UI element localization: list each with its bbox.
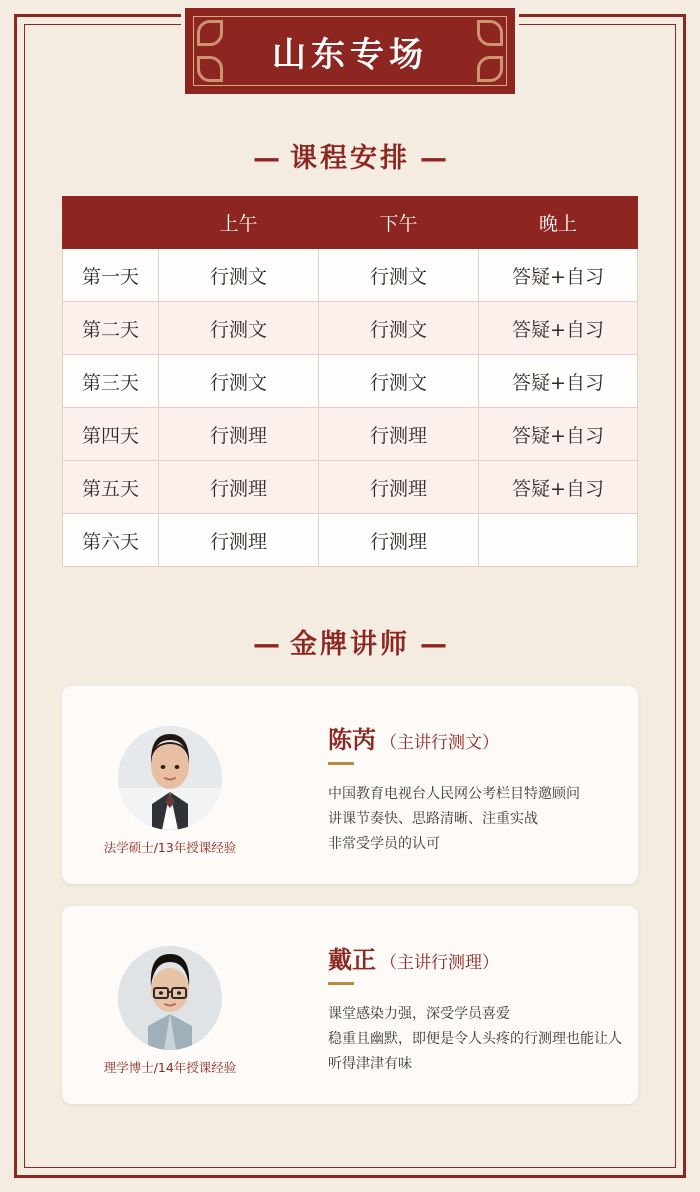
table-row	[63, 355, 638, 408]
scroll-ornament-icon	[477, 56, 503, 82]
teacher-description	[328, 1002, 622, 1077]
scroll-ornament-icon	[197, 56, 223, 82]
table-header-cell-morning: 上午	[159, 197, 319, 249]
teacher-description-line: 讲课节奏快、思路清晰、注重实战	[328, 811, 538, 827]
cell-morning: 行测理	[159, 408, 319, 461]
heading-text-teacher: 金牌讲师	[290, 629, 410, 660]
avatar	[118, 946, 222, 1050]
schedule-table	[62, 196, 638, 567]
heading-dash-right: —	[420, 629, 447, 660]
cell-day: 第四天	[63, 408, 159, 461]
cell-afternoon: 行测文	[319, 355, 479, 408]
table-row	[63, 302, 638, 355]
cell-afternoon: 行测理	[319, 461, 479, 514]
accent-rule	[328, 982, 354, 985]
avatar	[118, 726, 222, 830]
table-row	[63, 514, 638, 567]
teacher-name-row	[328, 940, 499, 975]
heading-text-schedule: 课程安排	[290, 143, 410, 174]
teacher-description-line: 非常受学员的认可	[328, 836, 440, 852]
cell-day: 第五天	[63, 461, 159, 514]
teacher-name-row	[328, 720, 499, 755]
cell-morning: 行测文	[159, 355, 319, 408]
heading-dash-left: —	[253, 143, 280, 174]
table-header-row	[63, 197, 638, 249]
schedule-table-container	[62, 196, 638, 567]
heading-dash-left: —	[253, 629, 280, 660]
section-heading-schedule	[0, 136, 700, 175]
cell-morning: 行测理	[159, 514, 319, 567]
table-header-cell-blank	[63, 197, 159, 249]
teacher-credential: 理学博士/14年授课经验	[103, 1060, 237, 1075]
teacher-subject: （主讲行测理）	[380, 953, 499, 973]
cell-evening: 答疑+自习	[479, 302, 638, 355]
table-header-cell-afternoon: 下午	[319, 197, 479, 249]
banner-container	[0, 8, 700, 94]
avatar-photo-icon	[118, 726, 222, 830]
cell-day: 第一天	[63, 249, 159, 302]
cell-afternoon: 行测理	[319, 408, 479, 461]
teacher-description-line: 稳重且幽默，即便是令人头疼的行测理也能让人	[328, 1031, 622, 1047]
cell-evening: 答疑+自习	[479, 461, 638, 514]
table-row	[63, 408, 638, 461]
teacher-card	[62, 906, 638, 1104]
teacher-credential: 法学硕士/13年授课经验	[103, 840, 237, 855]
teacher-name: 陈芮	[328, 726, 376, 754]
cell-morning: 行测文	[159, 302, 319, 355]
teacher-description-line: 听得津津有味	[328, 1056, 412, 1072]
teacher-name: 戴正	[328, 946, 376, 974]
teacher-description	[328, 782, 618, 857]
table-row	[63, 461, 638, 514]
section-heading-teacher	[0, 622, 700, 661]
scroll-ornament-icon	[197, 20, 223, 46]
banner-plaque	[185, 8, 515, 94]
table-row	[63, 249, 638, 302]
cell-evening: 答疑+自习	[479, 355, 638, 408]
cell-afternoon: 行测文	[319, 249, 479, 302]
cell-day: 第三天	[63, 355, 159, 408]
scroll-ornament-icon	[477, 20, 503, 46]
cell-morning: 行测理	[159, 461, 319, 514]
cell-evening: 答疑+自习	[479, 249, 638, 302]
heading-dash-right: —	[420, 143, 447, 174]
teacher-subject: （主讲行测文）	[380, 733, 499, 753]
cell-afternoon: 行测理	[319, 514, 479, 567]
teacher-description-line: 中国教育电视台人民网公考栏目特邀顾问	[328, 786, 580, 802]
cell-morning: 行测文	[159, 249, 319, 302]
page-title: 山东专场	[272, 34, 428, 75]
teacher-card	[62, 686, 638, 884]
cell-evening	[479, 514, 638, 567]
cell-afternoon: 行测文	[319, 302, 479, 355]
avatar-photo-icon	[118, 946, 222, 1050]
accent-rule	[328, 762, 354, 765]
cell-evening: 答疑+自习	[479, 408, 638, 461]
cell-day: 第二天	[63, 302, 159, 355]
cell-day: 第六天	[63, 514, 159, 567]
teacher-description-line: 课堂感染力强，深受学员喜爱	[328, 1006, 510, 1022]
table-header-cell-evening: 晚上	[479, 197, 638, 249]
